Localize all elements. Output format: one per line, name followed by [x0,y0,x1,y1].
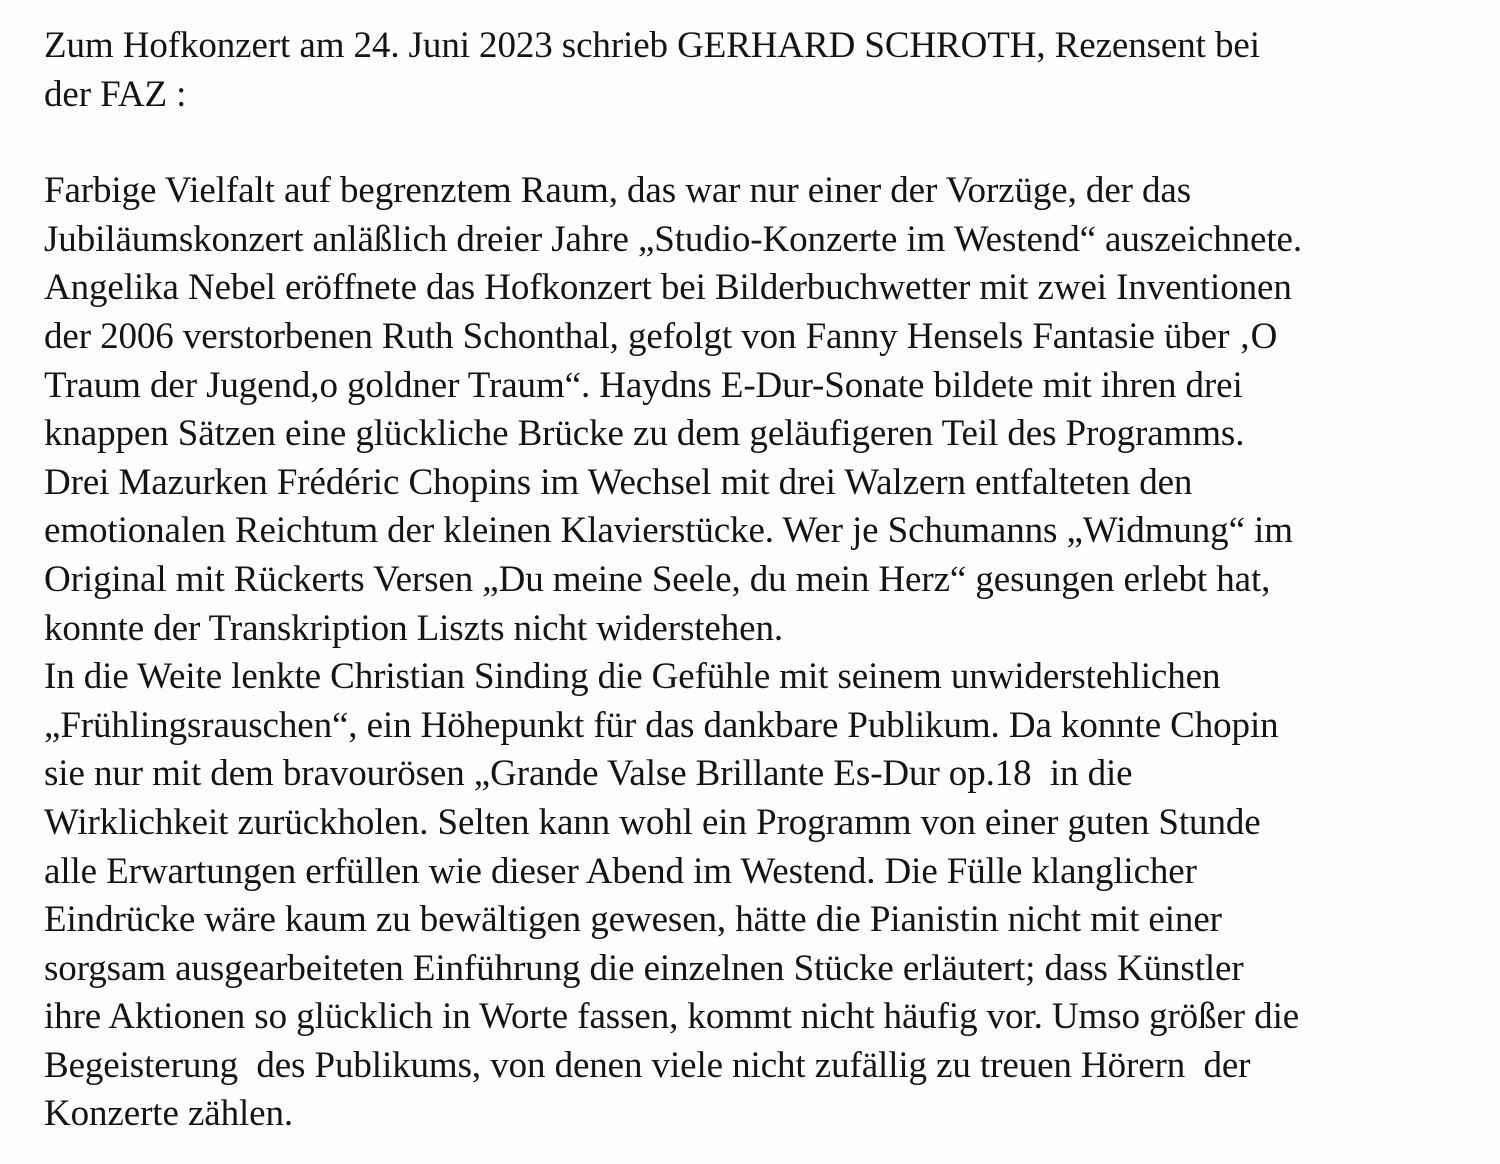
review-line: Original mit Rückerts Versen „Du meine Seele, du mein Herz“ gesungen erlebt hat, [44,558,1271,600]
review-line: knappen Sätzen eine glückliche Brücke zu dem geläufigeren Teil des Programms. [44,413,1245,455]
review-line: Begeisterung des Publikums, von denen viele nicht zufällig zu treuen Hörern der [44,1044,1251,1086]
review-line: Eindrücke wäre kaum zu bewältigen gewesen, hätte die Pianistin nicht mit einer [44,899,1222,941]
intro-line: der FAZ : [44,73,187,115]
review-paragraph [44,167,1484,1139]
document-text [44,22,1484,1139]
review-line: konnte der Transkription Liszts nicht widerstehen. [44,607,784,649]
review-line: Angelika Nebel eröffnete das Hofkonzert bei Bilderbuchwetter mit zwei Inventionen [44,267,1292,309]
review-line: Konzerte zählen. [44,1093,294,1135]
review-line: Wirklichkeit zurückholen. Selten kann wohl ein Programm von einer guten Stunde [44,801,1261,843]
review-line: der 2006 verstorbenen Ruth Schonthal, gefolgt von Fanny Hensels Fantasie über ‚O [44,315,1278,357]
review-line: Drei Mazurken Frédéric Chopins im Wechsel mit drei Walzern entfalteten den [44,461,1193,503]
review-line: In die Weite lenkte Christian Sinding die Gefühle mit seinem unwiderstehlichen [44,656,1221,698]
review-line: ihre Aktionen so glücklich in Worte fassen, kommt nicht häufig vor. Umso größer die [44,996,1300,1038]
review-line: Farbige Vielfalt auf begrenztem Raum, das war nur einer der Vorzüge, der das [44,170,1192,212]
intro-line: Zum Hofkonzert am 24. Juni 2023 schrieb GERHARD SCHROTH, Rezensent bei [44,25,1260,66]
review-line: Jubiläumskonzert anläßlich dreier Jahre „Studio-Konzerte im Westend“ auszeichnete. [44,218,1303,260]
intro-paragraph [44,22,1484,119]
review-line: alle Erwartungen erfüllen wie dieser Abend im Westend. Die Fülle klanglicher [44,850,1197,892]
review-line: „Frühlingsrauschen“, ein Höhepunkt für das dankbare Publikum. Da konnte Chopin [44,704,1279,746]
review-line: sorgsam ausgearbeiteten Einführung die einzelnen Stücke erläutert; dass Künstler [44,947,1244,989]
review-line: emotionalen Reichtum der kleinen Klavierstücke. Wer je Schumanns „Widmung“ im [44,510,1293,552]
review-line: Traum der Jugend,o goldner Traum“. Haydns E-Dur-Sonate bildete mit ihren drei [44,364,1243,406]
review-line: sie nur mit dem bravourösen „Grande Valse Brillante Es-Dur op.18 in die [44,753,1133,795]
